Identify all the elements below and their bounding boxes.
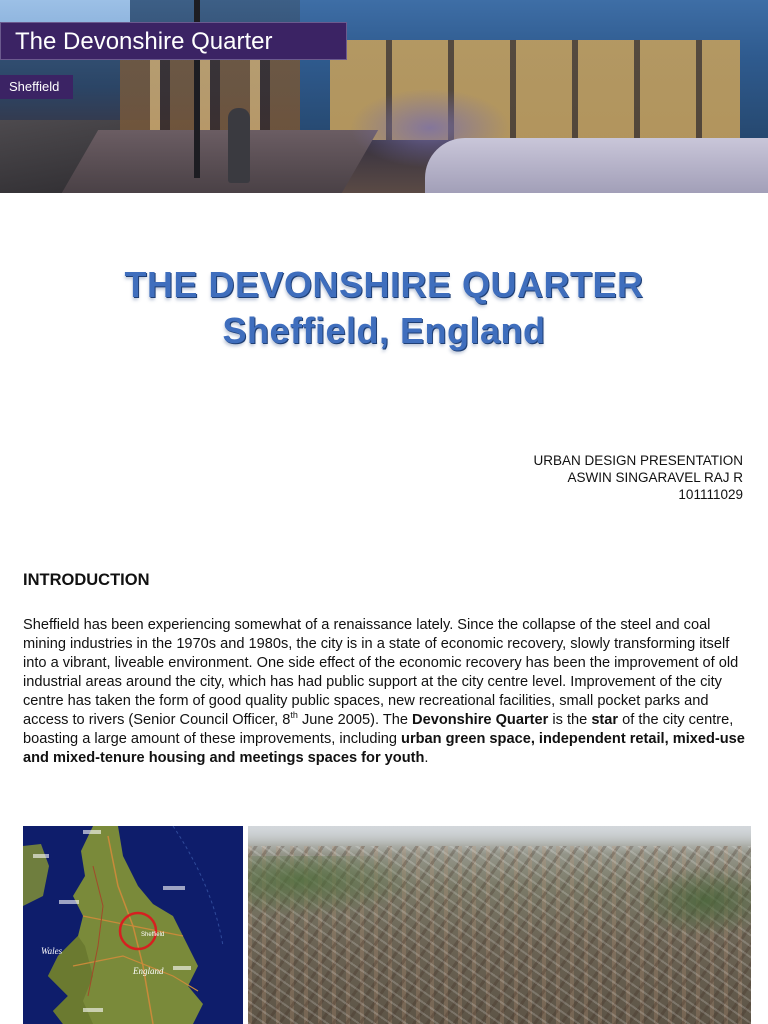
- map-label-england: England: [133, 966, 164, 976]
- intro-paragraph: [23, 616, 748, 768]
- banner-pavement: [62, 130, 378, 193]
- banner-pedestrian: [228, 108, 250, 183]
- banner-photo: [0, 0, 768, 193]
- author-course: URBAN DESIGN PRESENTATION: [533, 453, 743, 468]
- aerial-city-photo: [248, 826, 751, 1024]
- banner-tag: Sheffield: [0, 75, 73, 99]
- intro-text-sup: th: [290, 710, 298, 721]
- intro-bold-name: Devonshire Quarter: [412, 712, 549, 728]
- banner-title: The Devonshire Quarter: [0, 22, 347, 60]
- intro-text-part: is the: [548, 712, 592, 728]
- author-name: ASWIN SINGARAVEL RAJ R: [567, 470, 743, 485]
- map-label-wales: Wales: [41, 946, 63, 956]
- intro-text-part: June 2005). The: [297, 712, 413, 728]
- aerial-green-area: [638, 866, 751, 936]
- intro-heading: INTRODUCTION: [23, 571, 150, 589]
- intro-text-part: of the city centre, boasting a large amount of these improvements, including: [23, 712, 734, 747]
- intro-bold-star: star: [591, 712, 619, 728]
- page-title-line-1: THE DEVONSHIRE QUARTER: [124, 264, 644, 305]
- banner-curved-wall: [425, 138, 768, 193]
- page-title-line-2: Sheffield, England: [222, 310, 546, 351]
- intro-bold-list: urban green space, independent retail, mixed-use and mixed-tenure housing and meetings spaces for youth: [23, 731, 745, 766]
- map-label-sheffield: Sheffield: [141, 932, 165, 938]
- uk-map-svg: [23, 826, 243, 1024]
- uk-map-image: [23, 826, 243, 1024]
- aerial-green-area: [248, 856, 418, 916]
- page-title: [0, 262, 768, 354]
- intro-text-part: .: [424, 750, 429, 766]
- author-id: 101111029: [678, 487, 743, 502]
- author-block: [533, 452, 743, 503]
- intro-text-part: Sheffield has been experiencing somewhat of a renaissance lately. Since the collapse of the steel and coal mining industries in the 1970s and 1980s, the city is in a state of economic recovery, slowly transforming itself into a vibrant, liveable environment. One side effect of the economic recovery has been the improvement of old industrial areas around the city, which has had public support at the city centre level. Improvement of the city centre has taken the form of good quality public spaces, new recreational facilities, small pocket parks and access to rivers (Senior Council Officer, 8: [23, 617, 739, 728]
